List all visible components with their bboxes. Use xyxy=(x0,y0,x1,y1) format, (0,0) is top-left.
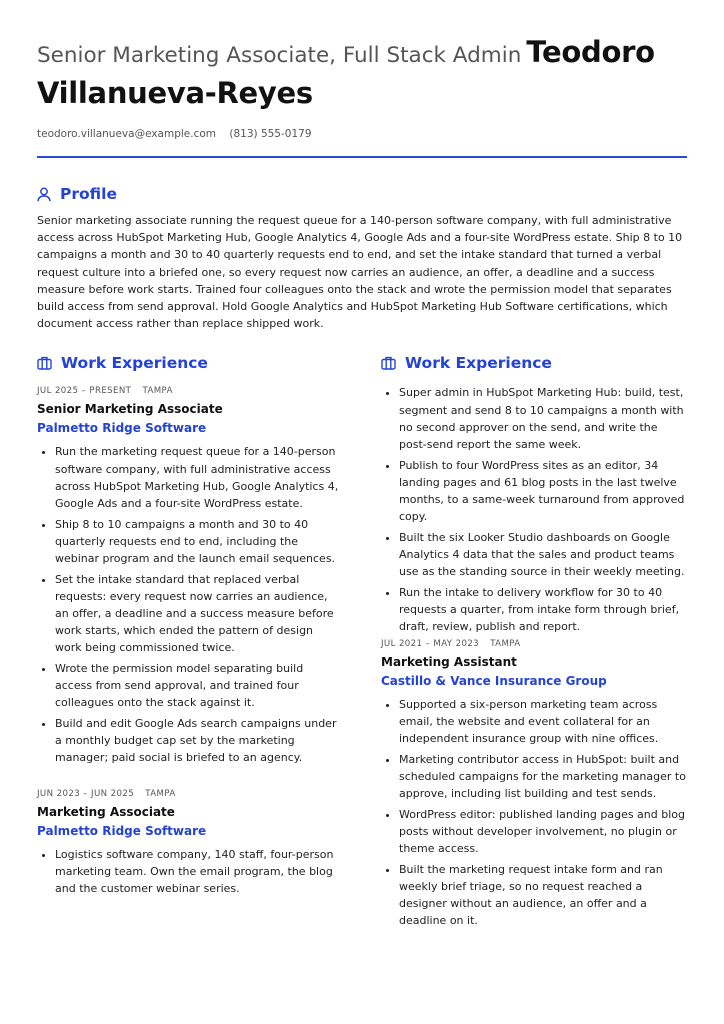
job-bullet: • Publish to four WordPress sites as an editor, 34 landing pages and 61 blog posts in the last twelve months, to a same-week turnaround from approved copy. xyxy=(399,457,687,526)
job-bullet: • Wrote the permission model separating build access from send approval, and trained four colleagues onto the stack against it. xyxy=(55,660,343,712)
job-company: Castillo & Vance Insurance Group xyxy=(381,673,607,688)
headline: Senior Marketing Associate, Full Stack Admin xyxy=(37,43,522,68)
job-meta xyxy=(37,789,343,799)
header-divider xyxy=(37,156,687,158)
job-company: Palmetto Ridge Software xyxy=(37,823,207,838)
job-entry xyxy=(37,789,343,898)
job-bullet: • Built the marketing request intake form and ran weekly brief triage, so no request reached a designer without an audience, an offer and a deadline on it. xyxy=(399,861,687,930)
job-bullet: • Supported a six-person marketing team across email, the website and event collateral for an independent insurance group with nine offices. xyxy=(399,696,687,748)
job-location: TAMPA xyxy=(490,638,521,649)
job-meta xyxy=(37,386,343,396)
job-company: Palmetto Ridge Software xyxy=(37,421,207,436)
job-title: Marketing Assistant xyxy=(381,654,517,669)
job-bullet: • Logistics software company, 140 staff, four-person marketing team. Own the email program, the blog and the customer webinar series. xyxy=(55,846,343,898)
job-bullet: • Super admin in HubSpot Marketing Hub: build, test, segment and send 8 to 10 campaigns a month with no second approver on the send, and write the post-send report the same week. xyxy=(399,384,687,453)
experience-heading-label: Work Experience xyxy=(61,354,208,373)
job-bullets xyxy=(381,696,687,930)
right-column xyxy=(381,354,687,933)
left-column xyxy=(37,354,343,933)
job-bullet: • Marketing contributor access in HubSpot: built and scheduled campaigns for the marketing manager to approve, including list building and test sends. xyxy=(399,751,687,803)
job-location: TAMPA xyxy=(142,386,173,397)
experience-heading-label: Work Experience xyxy=(405,354,552,373)
job-bullet: • Ship 8 to 10 campaigns a month and 30 to 40 quarterly requests end to end, including the webinar program and the launch email sequences. xyxy=(55,516,343,568)
email[interactable]: teodoro.villanueva@example.com xyxy=(37,128,217,140)
job-bullet: • Built the six Looker Studio dashboards on Google Analytics 4 data that the sales and product teams use as the standing source in their weekly meeting. xyxy=(399,529,687,581)
job-bullets-continued xyxy=(381,384,687,635)
job-location: TAMPA xyxy=(145,788,176,799)
profile-heading-label: Profile xyxy=(60,185,117,203)
job-bullets xyxy=(37,443,343,766)
experience-heading-continued xyxy=(381,354,687,372)
person-icon xyxy=(37,187,51,202)
experience-columns xyxy=(37,354,687,933)
job-dates: JUL 2021 – MAY 2023 xyxy=(381,638,480,649)
job-dates: JUN 2023 – JUN 2025 xyxy=(37,788,135,799)
job-bullet: • WordPress editor: published landing pages and blog posts without developer involvement, no plugin or theme access. xyxy=(399,806,687,858)
job-entry xyxy=(381,639,687,930)
profile-heading xyxy=(37,185,687,203)
profile-summary: Senior marketing associate running the request queue for a 140-person software company, with full administrative access across HubSpot Marketing Hub, Google Analytics 4, Google Ads and a four-site WordPress estate. Ship 8 to 10 campaigns a month and 30 to 40 quarterly requests end to end, and set the intake standard that turned a verbal request culture into a briefed one, so every request now carries an audience, an offer, a deadline and a success measure before work starts. Trained four colleagues onto the stack and wrote the permission model that separates build access from send approval. Hold Google Analytics and HubSpot Marketing Hub Software certifications, which document access rather than replace shipped work. xyxy=(37,214,683,331)
job-title: Senior Marketing Associate xyxy=(37,402,223,417)
name-block xyxy=(37,34,687,116)
job-entry xyxy=(37,386,343,766)
phone[interactable]: (813) 555-0179 xyxy=(229,128,312,140)
job-meta xyxy=(381,639,687,649)
briefcase-icon xyxy=(37,356,52,370)
experience-heading xyxy=(37,354,343,372)
job-bullet: • Build and edit Google Ads search campaigns under a monthly budget cap set by the marketing manager; paid social is briefed to an agency. xyxy=(55,715,343,767)
contact-line xyxy=(37,128,687,140)
job-title: Marketing Associate xyxy=(37,804,175,819)
briefcase-icon xyxy=(381,356,396,370)
job-dates: JUL 2025 – PRESENT xyxy=(37,386,132,397)
job-bullet: • Run the intake to delivery workflow for 30 to 40 requests a quarter, from intake form through brief, draft, review, publish and report. xyxy=(399,584,687,636)
job-bullets xyxy=(37,846,343,898)
job-bullet: • Set the intake standard that replaced verbal requests: every request now carries an audience, an offer, a deadline and a success measure before work starts, which ended the pattern of design work being commissioned twice. xyxy=(55,571,343,657)
candidate-name: Teodoro Villanueva-Reyes xyxy=(37,35,655,110)
job-bullet: • Run the marketing request queue for a 140-person software company, with full administrative access across HubSpot Marketing Hub, Google Analytics 4, Google Ads and a four-site WordPress estate. xyxy=(55,443,343,512)
